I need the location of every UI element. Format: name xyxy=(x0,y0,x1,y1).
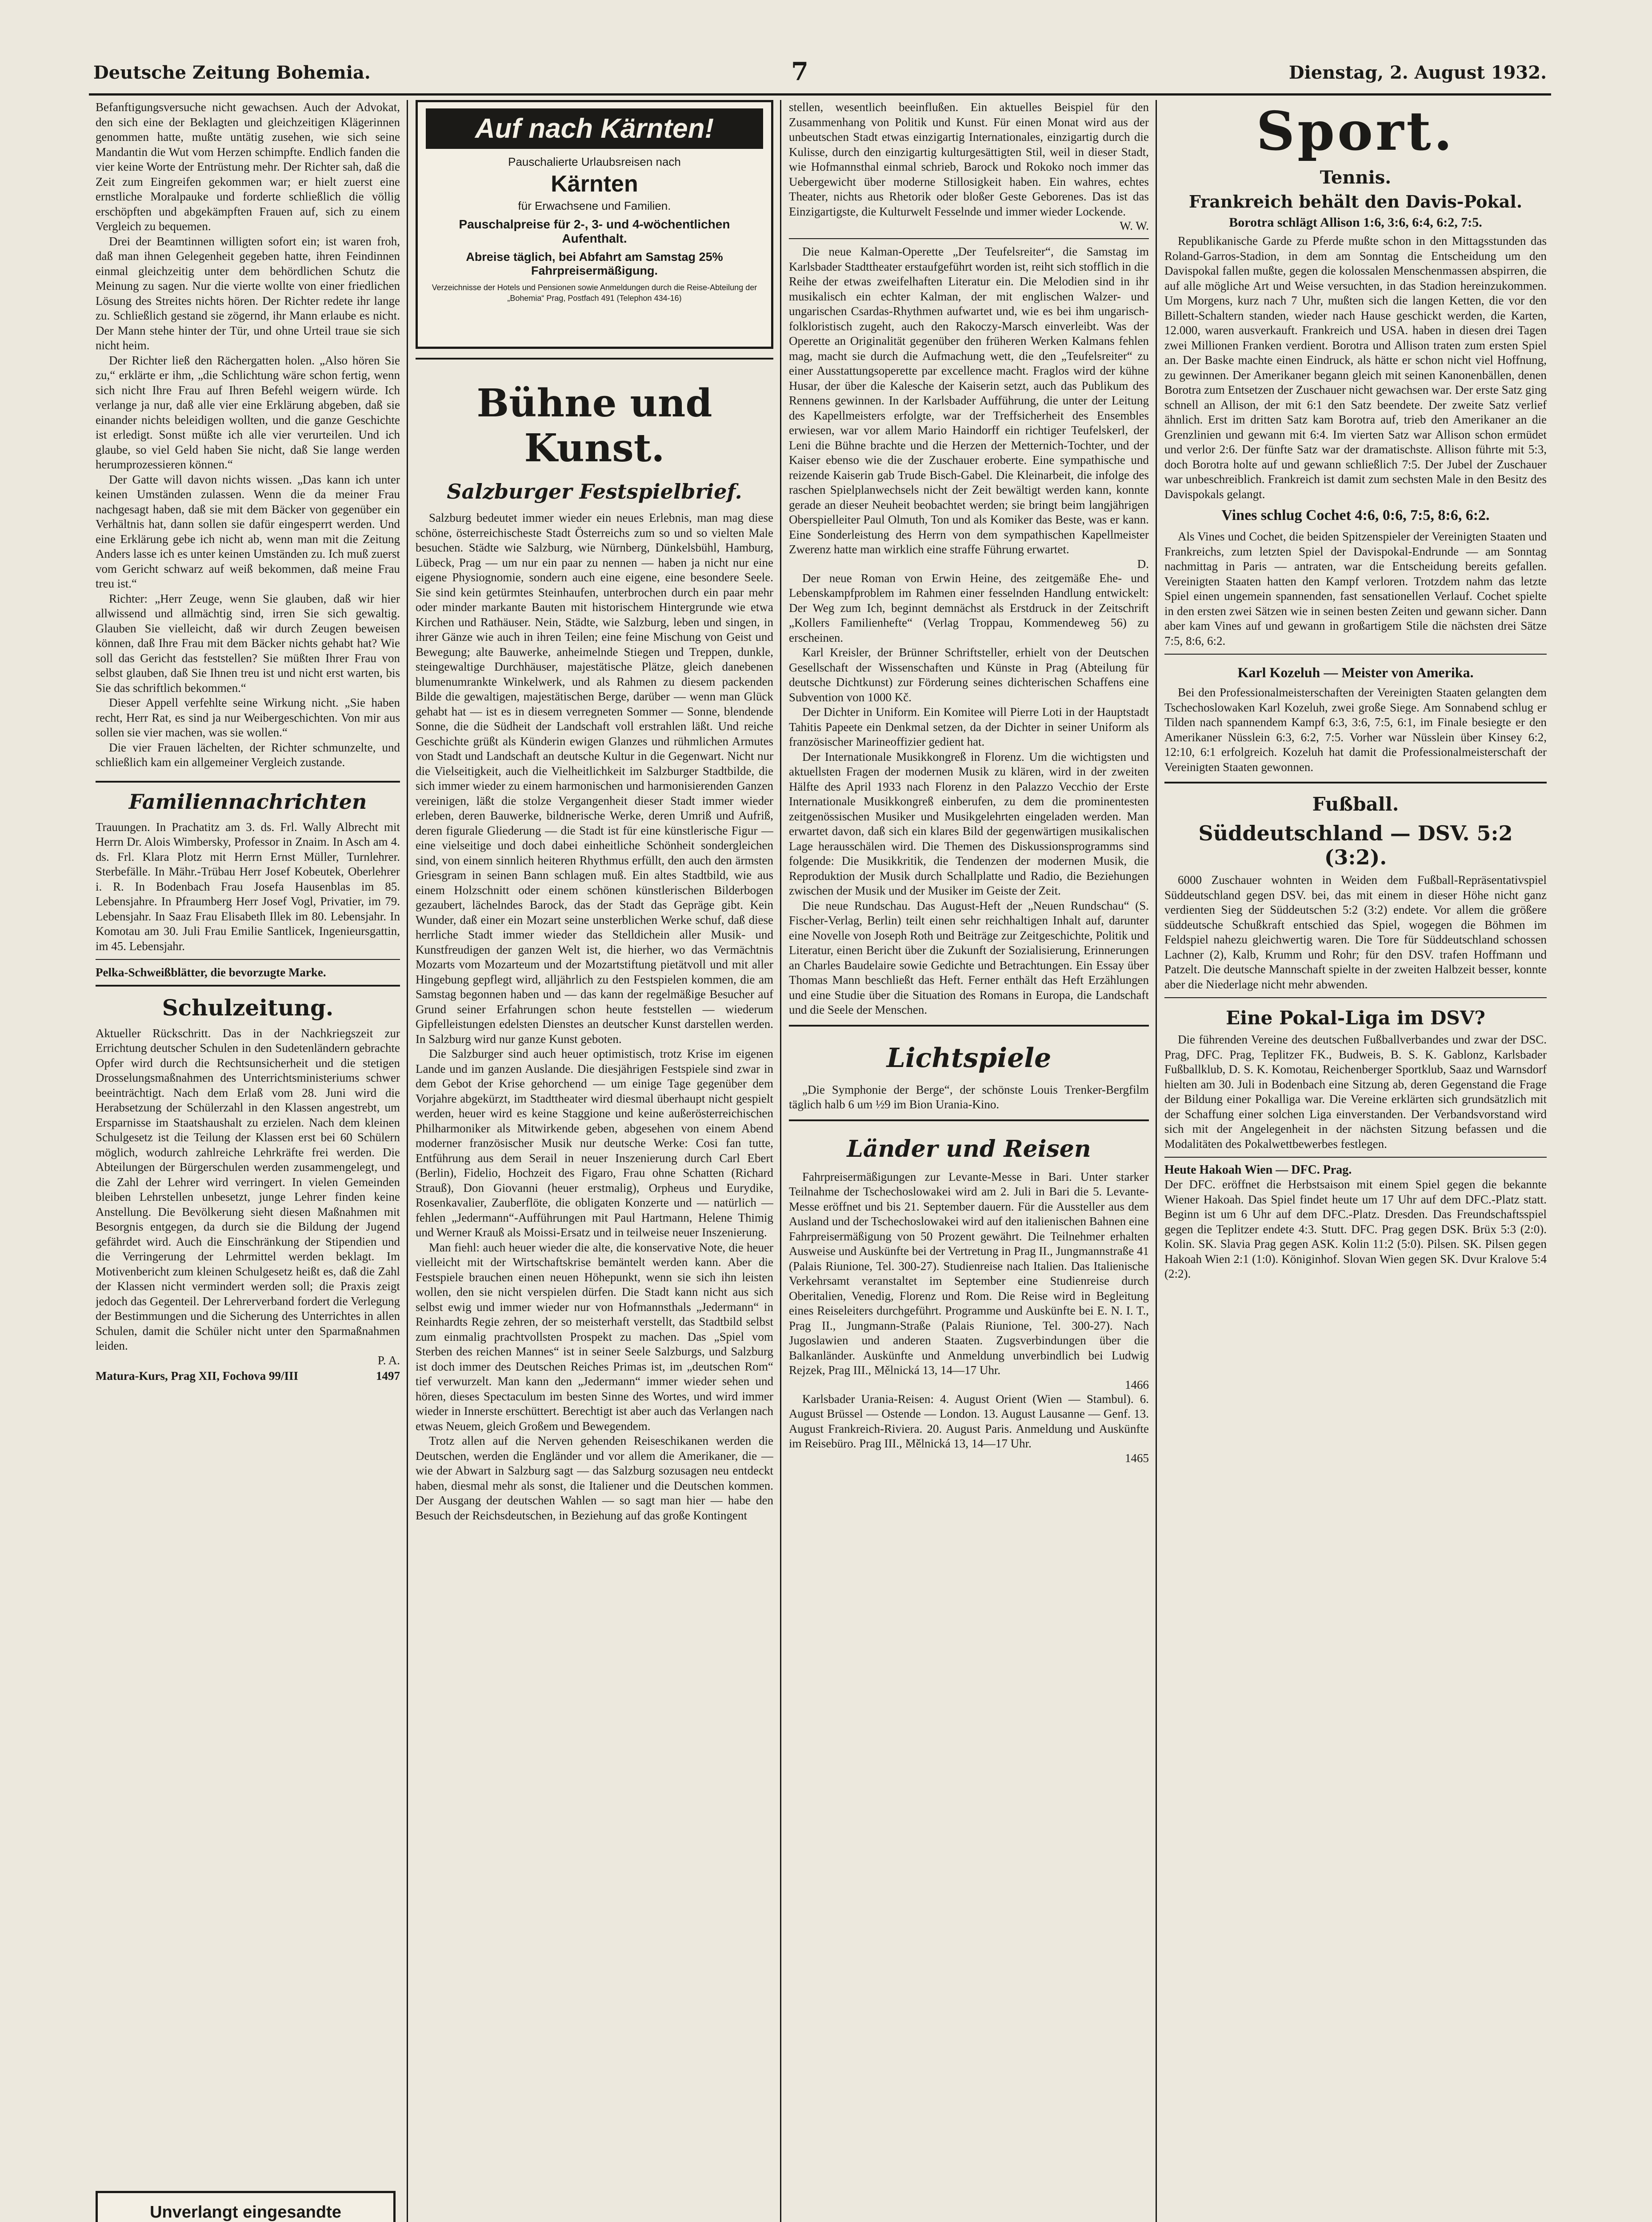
family-news-text: Trauungen. In Prachatitz am 3. ds. Frl. Wally Albrecht mit Herrn Dr. Alois Wimbersky, Professor in Znaim. In Asch am 4. ds. Frl. Klara Plotz mit Herrn Ernst Müller, Turnlehrer. Sterbefälle. In Mähr.-Trübau Herr Josef Kobeutek, Oberlehrer i. R. In Bodenbach Frau Josefa Hausenblas im 85. Lebensjahre. In Pfraumberg Herr Josef Vogl, Privatier, im 79. Lebensjahr. In Saaz Frau Elisabeth Illek im 80. Lebensjahr. In Komotau am 30. Juli Frau Emilie Santlicek, Ingenieursgattin, im 45. Lebensjahr. xyxy=(96,820,400,953)
match-result: Vines schlug Cochet 4:6, 0:6, 7:5, 8:6, 6:2. xyxy=(1221,507,1490,524)
ad-text: Pauschalierte Urlaubsreisen nach xyxy=(508,155,681,168)
subsection-title: Fußball. xyxy=(1312,793,1399,815)
article-paragraph: Man fiehl: auch heuer wieder die alte, die konservative Note, die heuer vielleicht mit der Wirtschaftskrise bemäntelt werden kann. Aber die Festspiele brauchen einen neuen Höhepunkt, wenn sie sich ihn leisten wollen, den sie nicht verspielen dürfen. Die Stadt kann nicht aus sich selbst ewig und immer wieder nur von Hofmannsthals „Jedermann“ in Reinhardts Regie zehren, der so meisterhaft verstellt, das Stadtbild selbst zum einmalig prachtvollsten Prospekt zu machen. Das „Spiel vom Sterben des reichen Mannes“ ist in seiner Seele Salzburgs, und Salzburg ist doch immer des Deutschen Reiches Primas ist, im „deutschen Rom“ tief verwurzelt. Man kann den „Jedermann“ immer wieder sehen und hören, dieses Spectaculum im besten Sinne des Wortes, und wird immer wieder in Innerste erschüttert. Berechtigt ist aber auch das Verlangen nach etwas Neuem, gleich Großem und Bewegendem. xyxy=(416,1240,773,1433)
ad-text: Abreise täglich, bei Abfahrt am Samstag 25% Fahrpreisermäßigung. xyxy=(466,250,723,277)
article-paragraph: 6000 Zuschauer wohnten in Weiden dem Fußball-Repräsentativspiel Süddeutschland gegen DSV. bei, das mit einem in dieser Höhe nicht ganz verdienten Sieg der Süddeutschen 5:2 (3:2) endete. Vor allem die größere süddeutsche Schußkraft entschied das Spiel, wogegen die Böhmen im Feldspiel nahezu gleichwertig waren. Die Tore für Süddeutschland schossen Lachner (2), Kalb, Krumm und Rohr; für den DSV. trafen Hoffmann und Patzelt. Die deutsche Mannschaft spielte in der zweiten Halbzeit besser, konnte aber die Niederlage nicht mehr abwenden. xyxy=(1164,873,1547,991)
signature: W. W. xyxy=(1120,219,1149,232)
ad-number: 1497 xyxy=(376,1369,400,1383)
article-paragraph: Republikanische Garde zu Pferde mußte schon in den Mittagsstunden das Roland-Garros-Stadion, in dem am Sonntag die Entscheidung um den Davispokal fallen mußte, gegen die kolossalen Menschenmassen abspirren, die auf alle mögliche Art und Weise versuchten, in das Stadion hereinzukommen. Um Morgens, kurz nach 7 Uhr, mußten sich die langen Ketten, die vor den Billett-Schaltern standen, wieder nach Hause geschickt werden, die Karten, 12.000, waren ausverkauft. Frankreich und USA. haben in diesen drei Tagen zwei Millionen Franken verdient. Borotra und Allison traten zum ersten Spiel an. Der Baske machte einen Eindruck, als hätte er schon nicht viel Hoffnung, zu gewinnen. Der Amerikaner begann gleich mit seinen Kanonenbällen, denen Borotra zum Entsetzen der Zuschauer nicht gewachsen war. Der erste Satz ging schnell an Allison, der mit 6:1 den Satz beendete. Der zweite Satz verlief ähnlich. Erst im dritten Satz kam Borotra auf, trieb den Amerikaner an die Grenzlinien und gewann mit 6:4. Im vierten Satz war Allison schon ermüdet und verlor 2:6. Der fünfte Satz war der dramatischste. Allison führte mit 5:3, doch Borotra holte auf und gewann schließlich 7:5. Der Jubel der Zuschauer war unbeschreiblich. Frankreich ist damit zum sechsten Male in den Besitz des Davispokals gelangt. xyxy=(1164,234,1547,501)
match-result: Borotra schlägt Allison 1:6, 3:6, 6:4, 6:2, 7:5. xyxy=(1229,215,1482,230)
column-1 xyxy=(96,100,400,2222)
matura-ad xyxy=(96,1369,400,1383)
ad-title: Auf nach Kärnten! xyxy=(426,108,763,149)
culture-note: Die neue Kalman-Operette „Der Teufelsreiter“, die Samstag im Karlsbader Stadttheater erstaufgeführt worden ist, reiht sich stofflich in die Reihe der etwas zweifelhaften Literatur ein. Die Melodien sind in ihr musikalisch ein echter Kalman, der mit englischen Walzer- und ungarischen Csardas-Rhythmen aufwartet und, wie es bei ihm ungarisch-folkloristisch zugeht, auch den Rakoczy-Marsch einverleibt. Was der Operette an Originalität gegenüber den früheren Werken Kalmans fehlen mag, macht sie durch die Aufmachung wett, die den „Teufelsreiter“ zu einer Ausstattungsoperette par excellence macht. Fraglos wird der kühne Husar, der über die Kalesche der Kaiserin setzt, auch das Publikum des Rennens gewinnen. In der Karlsbader Aufführung, die unter der Leitung des Kapellmeisters erfolgte, war der Treffsicherheit des Ensembles erwiesen, war vor allem Mario Haindorff ein richtiger Teufelskerl, der Leni die Bühne brachte und die Herzen der Metternich-Tochter, und der Kaiser ebenso wie die der Zuschauer eroberte. Eine sympathische und reizende Kaiserin gab Trude Bisch-Gabel. Die Kleinarbeit, die infolge des raschen Spielplanwechsels nicht der Zeit bewältigt werden kann, konnte gerade an dieser Neuheit beobachtet werden; sie bringt beim langjährigen Oberspielleiter Paul Olmuth, Ton und als Komiker das Beste, was er kann. Eine Sonderleistung des Herrn von dem sympathischen Kapellmeister Zwerenz hatte man wirklich eine straffe Führung erwartet. xyxy=(789,245,1149,556)
article-paragraph: Drei der Beamtinnen willigten sofort ein; ist waren froh, daß man ihnen Gelegenheit gegeben hatte, ihren Feindinnen einmal gleichzeitig unter dem behördlichen Schutz die Meinung zu sagen. Nur die vierte wollte von einer friedlichen Lösung des Streites nichts hören. Der Richter redete ihr lange zu. Schließlich gestand sie zögernd, ihr Mann erlaube es nicht. Der Mann stehe hinter der Tür, und ohne Urteil traue sie sich nicht heim. xyxy=(96,234,400,352)
article-paragraph: Richter: „Herr Zeuge, wenn Sie glauben, daß wir hier allwissend und allmächtig sind, irren Sie sich gewaltig. Glauben Sie vielleicht, daß wir durch Zeugen beweisen können, daß Ihre Frau mit dem Bäcker nichts gehabt hat? Wie soll das Gericht das feststellen? Sie müßten Ihrer Frau von selbst glauben, daß Sie Ihnen treu ist und nicht erst warten, bis Sie das schriftlich bekommen.“ xyxy=(96,591,400,695)
cinema-note: „Die Symphonie der Berge“, der schönste Louis Trenker-Bergfilm täglich halb 6 um ½9 im Bion Urania-Kino. xyxy=(789,1083,1149,1111)
ad-text: Verzeichnisse der Hotels und Pensionen sowie Anmeldungen durch die Reise-Abteilung der „Bohemia“ Prag, Postfach 491 (Telephon 434-16) xyxy=(432,283,757,303)
culture-note: Der Internationale Musikkongreß in Florenz. Um die wichtigsten und aktuellsten Fragen der modernen Musik zu klären, wird in der zweiten Hälfte des April 1933 nach Florenz in den Palazzo Vecchio der Erste Internationale Musikkongreß einberufen, zu dem die prominentesten zeitgenössischen Musiker und Musikgelehrten eingeladen werden. Man erwartet davon, daß sich ein klares Bild der gegenwärtigen musikalischen Lage herausschälen wird. Die Themen des Diskussionsprogramms sind folgende: Die Musikkritik, die Tendenzen der modernen Musik, die Reproduktion der Musik durch Schallplatte und Radio, die Beziehungen zwischen der Musik und der Musiker im Geiste der Zeit. xyxy=(789,750,1149,897)
article-paragraph: Trotz allen auf die Nerven gehenden Reiseschikanen werden die Deutschen, werden die Engländer und vor allem die Amerikaner, die — wie der Abwart in Salzburg sagt — das Salzburg sozusagen neu entdeckt haben, diesmal mehr als sonst, die Italiener und die Deutschen kommen. Der Ausgang der deutschen Wahlen — so sagt man hier — habe den Besuch der Reichsdeutschen, in Beziehung auf das große Kontingent xyxy=(416,1434,773,1522)
manuscript-notice-box xyxy=(96,2191,396,2222)
section-title: Sport. xyxy=(1256,100,1455,163)
issue-date: Dienstag, 2. August 1932. xyxy=(1288,62,1547,83)
article-headline: Eine Pokal-Liga im DSV? xyxy=(1226,1007,1485,1029)
article-paragraph: Die Salzburger sind auch heuer optimistisch, trotz Krise im eigenen Lande und im ganzen Auslande. Die diesjährigen Festspiele sind zwar in dem Gebot der Krise gehorchend — um einige Tage gegenüber dem Vorjahre abgekürzt, im Stadttheater wird diesmal überhaupt nicht gespielt werden, heuer wird es keine Staggione und keine außerösterreichischen Philharmoniker als Mitwirkende geben, abgesehen von einem Abend moderner französischer Musik nur deutsche Werke: Cosi fan tutte, Entführung aus dem Serail in neuer Inszenierung durch Carl Ebert (Berlin), Fidelio, Hochzeit des Figaro, Frau ohne Schatten (Richard Strauß), Don Giovanni (heuer erstmalig), Orpheus und Eurydike, Rosenkavalier, Zauberflöte, die obligaten Konzerte und — natürlich — fehlen „Jedermann“-Aufführungen mit Paul Hartmann, Helene Thimig und Werner Krauß als Moissi-Ersatz und in teilweise neuer Inszenierung. xyxy=(416,1047,773,1239)
signature: P. A. xyxy=(377,1353,400,1367)
travel-note: Fahrpreisermäßigungen zur Levante-Messe in Bari. Unter starker Teilnahme der Tschechoslowakei wird am 2. Juli in Bari die 5. Levante-Messe eröffnet und bis 21. September dauern. Für die Aussteller aus dem Ausland und der Tschechoslowakei wird auf den italienischen Bahnen eine Fahrpreisermäßigung von 50 Prozent gewährt. Die Teilnehmer erhalten Ausweise und Auskünfte bei der Vertretung in Prag II., Jungmannstraße 41 (Palais Riunione, Tel. 300-27). Studienreise nach Italien. Das Italienische Verkehrsamt veranstaltet im September eine Studienreise durch Oberitalien, Venedig, Florenz und Rom. Die Reise wird in Begleitung eines Reiseleiters durchgeführt. Programme und Auskünfte bei E. N. I. T., Prag II., Jungmann-Straße (Palais Riunione, Tel. 300-27). Nach Jugoslawien und anderen Staaten. Zugsverbindungen über die Balkanländer. Auskünfte und Anmeldung unverbindlich bei Ludwig Rejzek, Prag III., Mělnická 13, 14—17 Uhr. xyxy=(789,1170,1149,1377)
travel-note: Karlsbader Urania-Reisen: 4. August Orient (Wien — Stambul). 6. August Brüssel — Ostende — London. 13. August Lausanne — Genf. 13. August Frankreich-Riviera. 20. August Paris. Anmeldung und Auskünfte im Reisebüro. Prag III., Mělnická 13, 14—17 Uhr. xyxy=(789,1392,1149,1450)
culture-note: Der neue Roman von Erwin Heine, des zeitgemäße Ehe- und Lebenskampfproblem im Rahmen einer fesselnden Handlung entwickelt: Der Weg zum Ich, beginnt demnächst als Erstdruck in der Zeitschrift „Kollers Familienhefte“ (Verlag Troppau, Kommendeweg 56) zu erscheinen. xyxy=(789,571,1149,644)
article-paragraph: Der Gatte will davon nichts wissen. „Das kann ich unter keinen Umständen zulassen. Wenn die da meiner Frau nachgesagt haben, daß sie mit dem Bäcker von gegenüber ein Verhältnis hat, dann sollen sie dafür eingesperrt werden. Und eine Erklärung gebe ich nicht ab, wenn man mit die Zeitung Anders lasse ich es unter keinen Umständen zu. Ich muß zuerst vom Gericht schwarz auf weiß bekommen, daß meine Frau treu ist.“ xyxy=(96,472,400,590)
article-paragraph: stellen, wesentlich beeinflußen. Ein aktuelles Beispiel für den Zusammenhang von Politik und Kunst. Für einen Monat wird aus der unbeutschen Stadt etwas einzigartig Internationales, einzigartig durch die Kulisse, durch den einzigartig kulturgesättigten Stil, weil in dieser Stadt, wie Hofmannsthal einmal schrieb, Barock und Rokoko noch immer das Uebergewicht über moderne Stillosigkeit haben. Ein wahres, echtes Theater, nichts aus Rhetorik oder bloßer Geste Geborenes. Das ist das Einzigartigste, die Kulturwelt Fesselnde und immer wieder Lockende. xyxy=(789,100,1149,218)
article-paragraph: Der DFC. eröffnet die Herbstsaison mit einem Spiel gegen die bekannte Wiener Hakoah. Das Spiel findet heute um 17 Uhr auf dem DFC.-Platz statt. Beginn ist um 6 Uhr auf dem DFC.-Platz. Dresden. Das Freundschaftsspiel gegen die Teplitzer endete 4:3. Stutt. DFC. Prag gegen DSK. Brüx 5:3 (2:0). Kolin. SK. Slavia Prag gegen ASK. Kolin 11:2 (5:0). Pilsen. SK. Pilsen gegen Hakoah Wien 2:1 (1:0). Königinhof. Slovan Wien gegen SK. Dvur Kralove 5:4 (2:2). xyxy=(1164,1178,1547,1280)
article-paragraph: Bei den Professionalmeisterschaften der Vereinigten Staaten gelangten dem Tschechoslowaken Karl Kozeluh, zwei große Siege. Am Sonnabend schlug er Tilden nach spannendem Kampf 6:3, 3:6, 7:5, 6:1, im Finale besiegte er den Amerikaner Nüsslein 6:3, 6:2, 7:5. Vorher war Nüsslein über Kinsey 6:2, 12:10, 6:1 erfolgreich. Kozeluh hat damit die Professionalmeisterschaft der Vereinigten Staaten gewonnen. xyxy=(1164,686,1547,774)
manuscript-notice: Unverlangt eingesandte xyxy=(150,2203,341,2222)
article-paragraph: Salzburg bedeutet immer wieder ein neues Erlebnis, man mag diese schöne, österreichischeste Stadt Österreichs zum so und so vielten Male besuchen. Städte wie Salzburg, wie Nürnberg, Dünkelsbühl, Hamburg, Lübeck, Prag — um nur ein paar zu nennen — haben ja nicht nur eine eigene Physiognomie, sondern auch eine eigene, eine besondere Seele. Sie sind kein getürmtes Steinhaufen, unterbrochen durch ein paar mehr oder minder markante Bauten mit historischem Hintergrunde wie etwa Kirchen und Rathäuser. Nein, Städte, wie Salzburg, leben und singen, in ihrer Gänze wie auch in ihren Teilen; eine feine Mischung von Geist und Bewegung; alte Bauwerke, anheimelnde Stiegen und Treppen, dunkle, steingewaltige Durchhäuser, majestätische Plätze, gleich danebenen blumenumrankte Winkelwerk, und als Rahmen zu diesem packenden Bilde die gewaltigen, majestätischen Berge, darüber — wenn man Glück gehabt hat — ist es in diesem verregneten Sommer — Sonne, blendende Sonne, die die Südheit der Landschaft voll erstrahlen läßt. Und reiche Geschichte grüßt als Künderin ewigen Glanzes und rühmlichen Armutes von Stadt und Landschaft an deutsche Kultur in die Gegenwart. Nicht nur die Vielseitigkeit, auch die Vielheitlichkeit im Salzburger Stadtbilde, die sich immer wieder zu einem harmonischen und harmonisierenden Ganzen vereinigen, läßt die stolze Vergangenheit dieser Stadt immer wieder erleben, deren Bauwerke, bildnerische Werke, deren Umriß und Aufriß, deren figurale Gliederung — die Stadt ist für eine künstlerische Figur — eine vielseitige und doch dabei einheitliche Schönheit sondergleichen sind, von einem sinnlich heiteren Rhythmus erfüllt, den auch den ärmsten Griesgram in seinen Bann schlagen muß. Ein altes Stadtbild, wie aus einem Holzschnitt oder einem schönen künstlerischen Bilderbogen gezaubert, lächelndes Barock, das der Stadt das Gepräge gibt. Kein Wunder, daß einer ein Mozart seine unsterblichen Werke schuf, daß diese herrliche Stadt immer wieder das Stelldichein aller Musik- und Kunstfreudigen der ganzen Welt ist, die hierher, wo das Vermächtnis Mozarts vom Mozarteum und der Mozartstiftung pietätvoll und mit aller Hingebung gepflegt wird, alljährlich zu den Festspielen kommen, die am Samstag begonnen haben und — das kann der regelmäßige Besucher auf Grund seiner Erfahrungen schon heute feststellen — wiederum Gipfelleistungen edelsten Dienstes an deutscher Kunst darstellen werden. In Salzburg wird nur ganze Kunst geboten. xyxy=(416,511,773,1046)
ad-number: 1465 xyxy=(1125,1451,1149,1465)
ad-number: 1466 xyxy=(1125,1378,1149,1391)
article-paragraph: Dieser Appell verfehlte seine Wirkung nicht. „Sie haben recht, Herr Rat, es sind ja nur Weibergeschichten. Von mir aus sollen sie vier machen, was sie wollen.“ xyxy=(96,696,400,739)
section-title: Bühne und Kunst. xyxy=(416,358,773,480)
section-title: Familiennachrichten xyxy=(128,789,367,814)
article-paragraph: Die führenden Vereine des deutschen Fußballverbandes und zwar der DSC. Prag, DFC. Prag, Teplitzer FK., Budweis, B. S. K. Gablonz, Karlsbader Fußballklub, D. S. K. Komotau, Reichenberger Sportklub, Saaz und Warnsdorf hielten am 30. Juli in Bodenbach eine Sitzung ab, deren Gegenstand die Frage der Bildung einer Pokalliga war. Die Vereine erklärten sich grundsätzlich mit der Schaffung einer solchen Liga einverstanden. Der Verbandsvorstand wird sich mit der Angelegenheit in der nächsten Sitzung befassen und die Modalitäten des Pokalwettbewerbes festlegen. xyxy=(1164,1033,1547,1151)
column-divider xyxy=(780,100,781,2222)
article-headline: Karl Kozeluh — Meister von Amerika. xyxy=(1237,664,1474,680)
section-title: Lichtspiele xyxy=(886,1042,1052,1074)
newspaper-name: Deutsche Zeitung Bohemia. xyxy=(93,62,371,83)
culture-note: Karl Kreisler, der Brünner Schriftsteller, erhielt von der Deutschen Gesellschaft der Wissenschaften und Künste in Prag (Abteilung für deutsche Dichtkunst) zur Förderung seines dichterischen Schaffens eine Subvention von 1000 Kč. xyxy=(789,646,1149,704)
subsection-title: Tennis. xyxy=(1320,167,1392,188)
culture-note: Die neue Rundschau. Das August-Heft der „Neuen Rundschau“ (S. Fischer-Verlag, Berlin) teilt einen sehr reichhaltigen Inhalt auf, darunter eine Novelle von Joseph Roth und Beiträge zur Zeitgeschichte, Politik und Literatur, einen Bericht über die Zukunft der Sozialisierung, Erinnerungen an Charles Baudelaire sowie Gedichte und Betrachtungen. Ein Essay über Thomas Mann beschließt das Heft. Ferner enthält das Heft Erzählungen und eine Studie über die Situation des Romans in Europa, die Landschaft und die Seele der Menschen. xyxy=(789,899,1149,1016)
article-paragraph: Als Vines und Cochet, die beiden Spitzenspieler der Vereinigten Staaten und Frankreichs, zum letzten Spiel der Davispokal-Endrunde — am Sonntag nachmittag in Paris — antraten, war die Entscheidung bereits gefallen. Vereinigten Staaten hatten den Kampf verloren. Trotzdem nahm das letzte Spiel einen ungemein spannenden, fast sensationellen Verlauf. Cochet spielte in den ersten zwei Sätzen wie in seinen besten Zeiten und gewann sicher. Dann aber kam Vines auf und gewann in großartigem Stile die nächsten drei Sätze 7:5, 8:6, 6:2. xyxy=(1164,530,1547,647)
ad-place: Kärnten xyxy=(551,171,638,197)
page-header xyxy=(93,53,1547,93)
column-divider xyxy=(1156,100,1157,2222)
article-headline: Frankreich behält den Davis-Pokal. xyxy=(1188,192,1523,212)
signature: D. xyxy=(1137,557,1149,571)
article-subtitle: Salzburger Festspielbrief. xyxy=(447,480,742,504)
column-divider xyxy=(407,100,408,2222)
ad-text: Pauschalpreise für 2-, 3- und 4-wöchentlichen Aufenthalt. xyxy=(459,217,730,245)
family-news-section xyxy=(96,781,400,987)
section-title: Schulzeitung. xyxy=(162,994,334,1021)
school-article: Aktueller Rückschritt. Das in der Nachkriegszeit zur Errichtung deutscher Schulen in den Sudetenländern gebrachte Opfer wird durch die Rechtsunsicherheit und die stetigen Drosselungsmaßnahmen des Unterrichtsministeriums schwer beeinträchtigt. Nach dem Erlaß vom 28. Juni wird die Herabsetzung der Schülerzahl in den Klassen angestrebt, um Ersparnisse im Staatshaushalt zu erzielen. Nach dem kleinen Schulgesetz ist die Teilung der Klassen erst bei 60 Schülern möglich, wodurch zahlreiche Lehrkräfte frei werden. Die Abteilungen der Bürgerschulen werden zusammengelegt, und die Zahl der Lehrer wird verringert. In vielen Gemeinden bleiben Lehrstellen unbesetzt, junge Lehrer finden keine Anstellung. Die Bevölkerung sieht diesen Maßnahmen mit Besorgnis entgegen, da durch sie die Bildung der Jugend gefährdet wird. Auch die Einschränkung der Stipendien und die Verringerung der Lehrmittel werden beklagt. Im Motivenbericht zum kleinen Schulgesetz heißt es, daß die Zahl der Klassen nicht vermindert werden soll; die Praxis zeigt jedoch das Gegenteil. Der Lehrerverband fordert die Verlegung der Bestimmungen und die Sicherung des Unterrichtes in allen Schulen, damit die Schüler nicht unter den Sparmaßnahmen leiden. xyxy=(96,1026,400,1352)
column-3 xyxy=(789,100,1149,2222)
ad-text: für Erwachsene und Familien. xyxy=(518,199,671,212)
column-4 xyxy=(1164,100,1547,2222)
page-number: 7 xyxy=(791,57,808,86)
article-paragraph: Die vier Frauen lächelten, der Richter schmunzelte, und schließlich kam ein allgemeiner Vergleich zustande. xyxy=(96,740,400,769)
article-headline: Süddeutschland — DSV. 5:2 (3:2). xyxy=(1198,821,1513,869)
column-2 xyxy=(416,100,773,2222)
advert-line: Pelka-Schweißblätter, die bevorzugte Marke. xyxy=(96,966,326,979)
section-title: Länder und Reisen xyxy=(847,1135,1091,1163)
article-paragraph: Der Richter ließ den Rächergatten holen. „Also hören Sie zu,“ erklärte er ihm, „die Schlichtung wäre schon fertig, wenn sich nicht Ihre Frau auf Ihren Befehl weigern würde. Ich verlange ja nur, daß alle vier eine Erklärung abgeben, daß sie einander nichts beleidigen wollten, und die ganze Geschichte ist erledigt. Sonst müßte ich alle vier verurteilen. Und ich glaube, so viel Geld haben Sie nicht, daß Sie lange werden herumprozessieren können.“ xyxy=(96,353,400,471)
matura-ad-text: Matura-Kurs, Prag XII, Fochova 99/III xyxy=(96,1369,298,1383)
travel-advertisement xyxy=(416,100,773,349)
article-headline: Heute Hakoah Wien — DFC. Prag. xyxy=(1164,1163,1352,1177)
culture-note: Der Dichter in Uniform. Ein Komitee will Pierre Loti in der Hauptstadt Tahitis Papeete ein Denkmal setzen, da der Dichter in seiner Uniform als französischer Marineoffizier gedient hat. xyxy=(789,705,1149,748)
article-paragraph: Befanftigungsversuche nicht gewachsen. Auch der Advokat, den sich eine der Beklagten und gleichzeitigen Klägerinnen genommen hatte, mußte untätig zusehen, wie sich seine Mandantin die Wut vom Herzen schimpfte. Endlich fanden die vier keine Worte der Entrüstung mehr. Der Richter sah, daß die Zeit zum Eingreifen gekommen war; er hielt zuerst eine ernstliche Moralpauke und forderte schließlich die völlig erschöpften und abgekämpften Frauen auf, sich zu einem Vergleich zu bequemen. xyxy=(96,100,400,233)
header-rule xyxy=(89,93,1551,96)
